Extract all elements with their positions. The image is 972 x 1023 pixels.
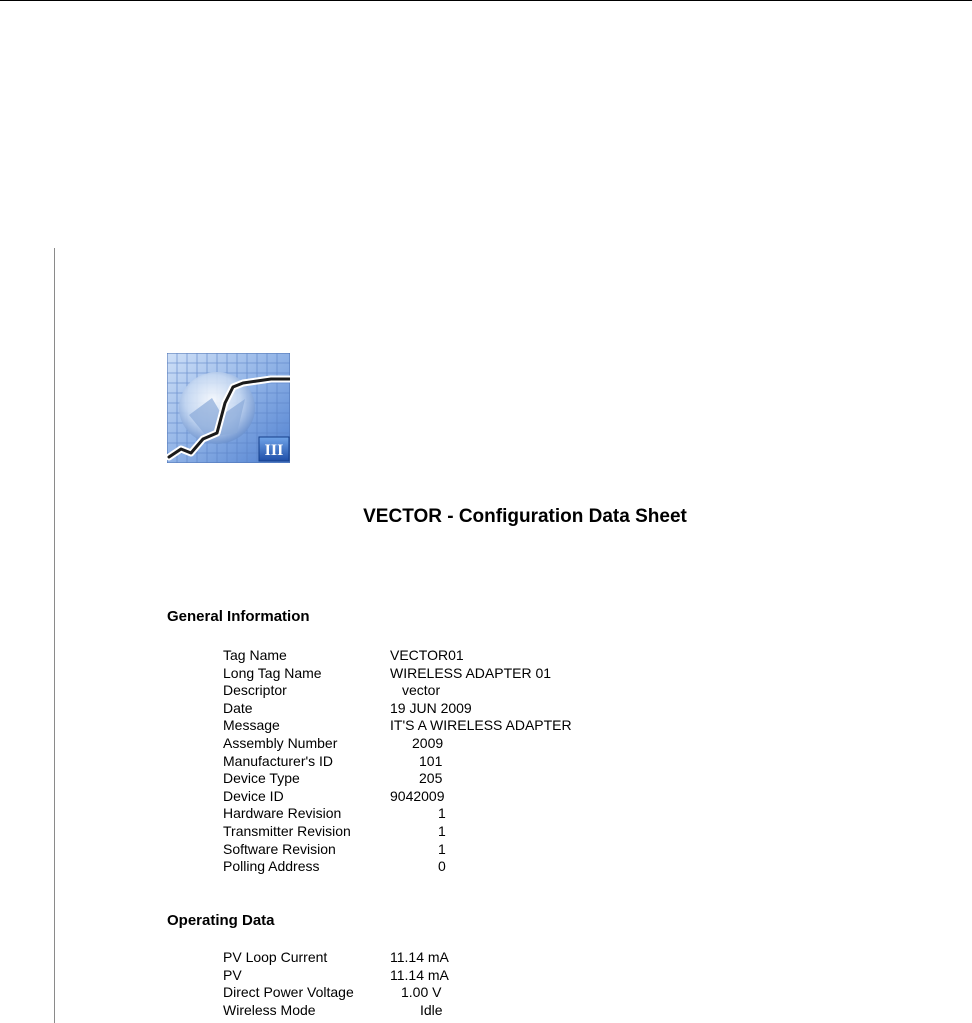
row-label: Long Tag Name xyxy=(223,664,322,681)
general-information-heading: General Information xyxy=(167,608,310,625)
row-value: 11.14 mA xyxy=(390,966,449,983)
row-label: Manufacturer's ID xyxy=(223,752,334,769)
logo-badge-text: III xyxy=(264,442,284,459)
row-label: PV xyxy=(223,966,242,983)
row-label: Polling Address xyxy=(223,858,320,875)
row-label: Wireless Mode xyxy=(223,1001,316,1018)
row-label: Device ID xyxy=(223,787,284,804)
row-value: 1 xyxy=(438,840,446,857)
row-value: 2009 xyxy=(412,734,444,751)
row-value: 9042009 xyxy=(390,787,445,804)
row-value: 1 xyxy=(438,805,446,822)
operating-data-heading: Operating Data xyxy=(167,912,275,929)
document-title: VECTOR - Configuration Data Sheet xyxy=(363,506,687,527)
row-value: VECTOR01 xyxy=(390,647,464,663)
top-rule xyxy=(0,0,972,1)
row-label: Message xyxy=(223,717,280,734)
left-margin-line xyxy=(54,248,55,1023)
row-value: 11.14 mA xyxy=(390,949,449,965)
row-label: Direct Power Voltage xyxy=(223,984,354,1001)
row-label: Software Revision xyxy=(223,840,336,857)
row-label: Transmitter Revision xyxy=(223,822,351,839)
row-label: Date xyxy=(223,699,253,716)
row-value: vector xyxy=(402,682,441,699)
row-label: Descriptor xyxy=(223,682,287,699)
row-value: 101 xyxy=(419,752,443,769)
row-label: Tag Name xyxy=(223,647,287,663)
vector-chart-logo-icon xyxy=(167,353,290,463)
row-value: 19 JUN 2009 xyxy=(390,699,472,716)
row-value: 205 xyxy=(419,770,443,787)
row-value: 1 xyxy=(438,822,446,839)
row-label: Assembly Number xyxy=(223,734,338,751)
row-value: WIRELESS ADAPTER 01 xyxy=(390,664,552,681)
row-label: Device Type xyxy=(223,770,300,787)
row-value: IT'S A WIRELESS ADAPTER xyxy=(390,717,572,734)
row-value: 0 xyxy=(438,858,446,875)
row-value: Idle xyxy=(420,1001,443,1018)
row-label: Hardware Revision xyxy=(223,805,342,822)
row-value: 1.00 V xyxy=(401,984,442,1001)
row-label: PV Loop Current xyxy=(223,949,328,965)
